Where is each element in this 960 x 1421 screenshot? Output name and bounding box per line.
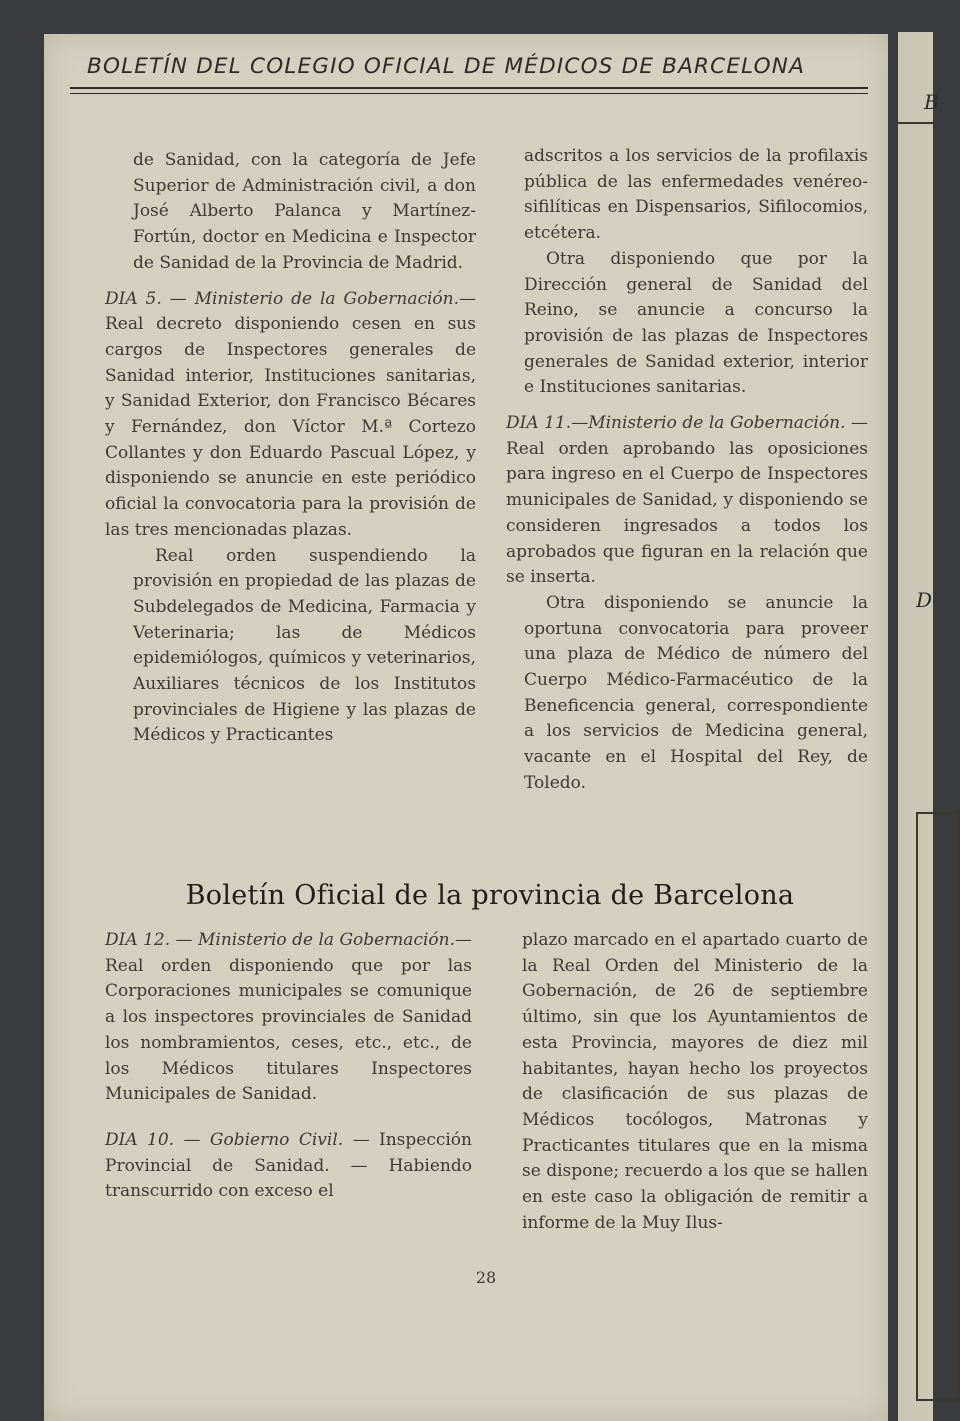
section-title: Boletín Oficial de la provincia de Barcelona xyxy=(185,880,795,911)
entry-text: — Inspección Provincial de Sanidad. — Habiendo transcurrido con exceso el xyxy=(105,1129,472,1202)
paragraph: plazo marcado en el apartado cuarto de la Real Orden del Ministerio de la Gobernación, de 26 de septiembre último, sin que los Ayuntamientos de esta Provincia, mayores de diez mil habitantes, hayan hecho los proyectos de clasificación de sus plazas de Médicos tocólogos, Matronas y Practicantes titulares que en la misma se dispone; recuerdo a los que se hallen en este caso la obligación de remitir a informe de la Muy Ilus- xyxy=(522,930,868,1233)
paragraph xyxy=(506,411,868,591)
paragraph: Otra disponiendo se anuncie la oportuna convocatoria para proveer una plaza de Médico de número del Cuerpo Médico-Farmacéutico de la Beneficencia general, correspondiente a los servicios de Medicina general, vacante en el Hospital del Rey, de Toledo. xyxy=(524,592,868,793)
header-rule-thick xyxy=(70,87,868,89)
running-header: BOLETÍN DEL COLEGIO OFICIAL DE MÉDICOS DE BARCELONA xyxy=(87,54,805,79)
paragraph: Otra disponiendo que por la Dirección general de Sanidad del Reino, se anuncie a concurso la provisión de las plazas de Inspectores generales de Sanidad exterior, interior e Instituciones sanitarias. xyxy=(524,248,868,398)
entry-lead: DIA 5. — Ministerio de la Gobernación. xyxy=(105,288,459,309)
paragraph xyxy=(105,287,476,544)
adjacent-page-edge xyxy=(898,32,939,1421)
adjacent-page-box xyxy=(916,812,960,1401)
column-top-left xyxy=(105,148,476,749)
paragraph xyxy=(105,928,472,1108)
adjacent-page-rule xyxy=(898,122,933,124)
paragraph: adscritos a los servicios de la profilaxis pública de las enfermedades venéreo-sifilíticas en Dispensarios, Sifilocomios, etcétera. xyxy=(524,146,868,244)
paragraph: Real orden suspendiendo la provisión en propiedad de las plazas de Subdelegados de Medicina, Farmacia y Veterinaria; las de Médicos epidemiólogos, químicos y veterinarios, Auxiliares técnicos de los Institutos provinciales de Higiene y las plazas de Médicos y Practicantes xyxy=(133,545,476,746)
entry-text: —Real orden disponiendo que por las Corporaciones municipales se comunique a los inspectores provinciales de Sanidad los nombramientos, ceses, etc., etc., de los Médicos titulares Inspectores Municipales de Sanidad. xyxy=(105,930,472,1105)
paragraph: de Sanidad, con la categoría de Jefe Superior de Administración civil, a don José Alberto Palanca y Martínez-Fortún, doctor en Medicina e Inspector de Sanidad de la Provincia de Madrid. xyxy=(133,150,476,273)
adjacent-page-side-letter: D xyxy=(916,588,933,612)
entry-lead: DIA 10. — Gobierno Civil. xyxy=(105,1129,344,1150)
column-top-right xyxy=(506,144,869,797)
entry-lead: DIA 11.—Ministerio de la Gobernación. xyxy=(506,413,846,434)
adjacent-page-header-letter: B xyxy=(924,90,939,114)
column-bottom-right xyxy=(522,928,868,1236)
header-rule-thin xyxy=(70,93,868,94)
entry-text: —Real decreto disponiendo cesen en sus cargos de Inspectores generales de Sanidad interior, Instituciones sanitarias, y Sanidad Exterior, don Francisco Bécares y Fernández, don Víctor M.ª Cortezo Collantes y don Eduardo Pascual López, y disponiendo se anuncie en este periódico oficial la convocatoria para la provisión de las tres mencionadas plazas. xyxy=(105,288,476,540)
paragraph xyxy=(105,1128,472,1205)
column-bottom-left xyxy=(105,928,472,1205)
page-number: 28 xyxy=(475,1268,497,1287)
entry-text: — Real orden aprobando las oposiciones para ingreso en el Cuerpo de Inspectores municipales de Sanidad, y disponiendo se consideren ingresados a todos los aprobados que figuran en la relación que se inserta. xyxy=(506,413,869,588)
entry-lead: DIA 12. — Ministerio de la Gobernación. xyxy=(105,930,455,950)
